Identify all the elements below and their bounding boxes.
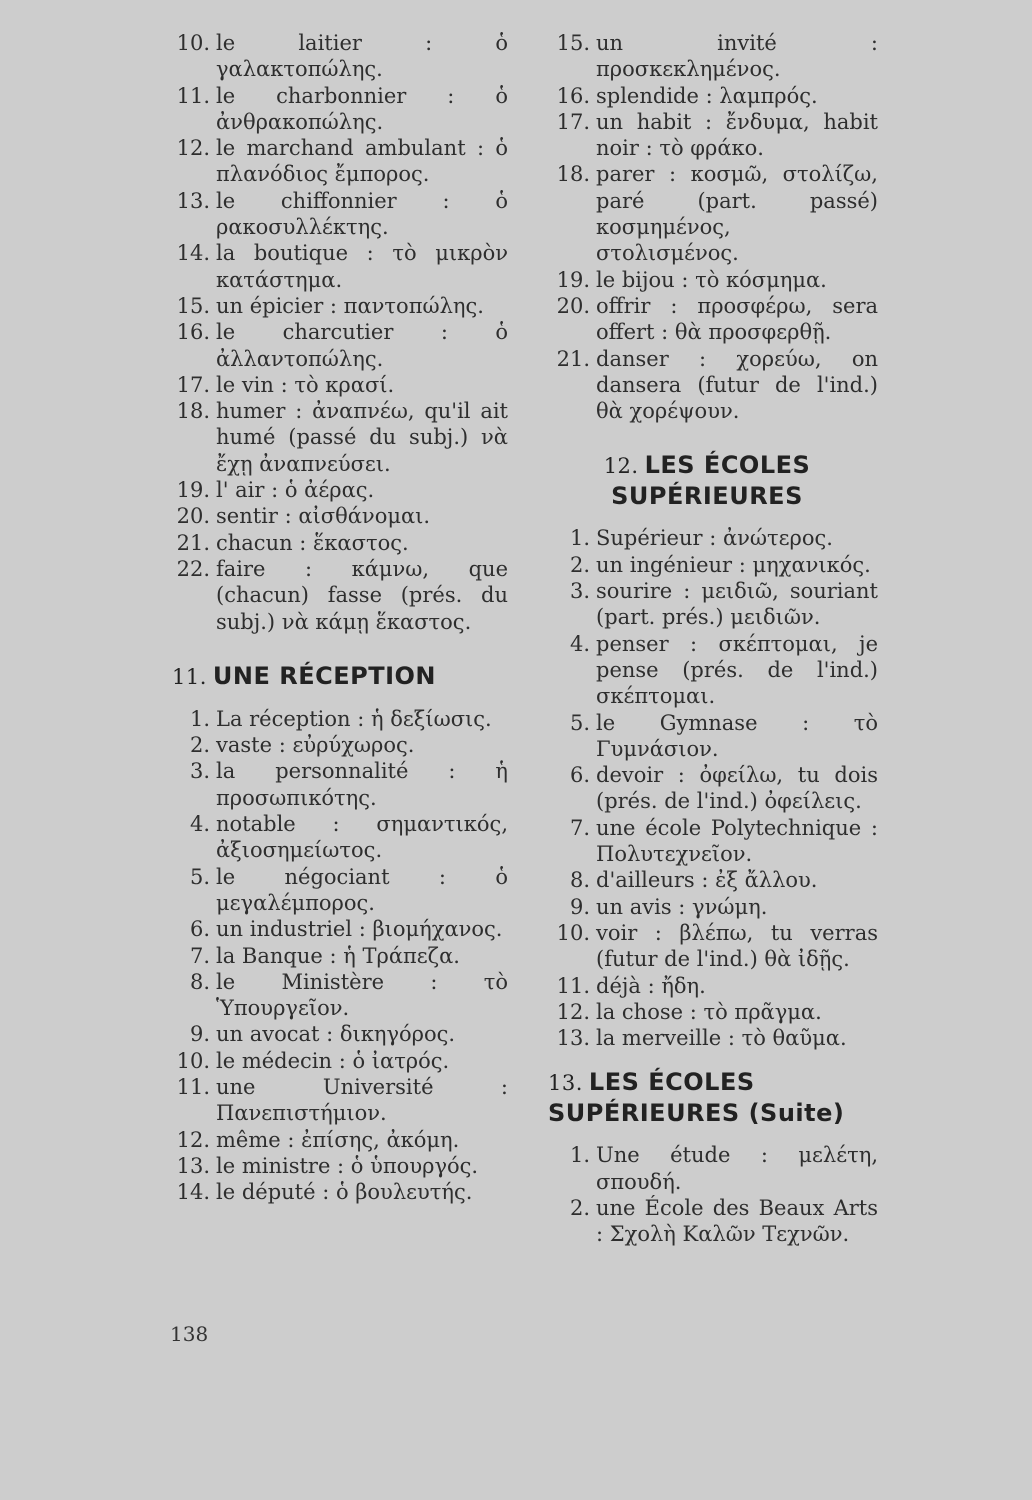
entry-text: une école Polytechnique : Πολυτεχνεῖον. [596,815,878,867]
vocab-entry: 13. la merveille : τὸ θαῦμα. [556,1026,847,1051]
vocab-entry: 12. la chose : τὸ πρᾶγμα. [556,999,822,1024]
vocab-entry: 9. un avocat : δικηγόρος. [189,1022,456,1047]
vocab-entry: 3. la personnalité : ἡ προσωπικότης. [189,759,508,810]
entry-text: même : ἐπίσης, ἀκόμη. [216,1127,460,1152]
vocab-entry: 1. Supérieur : ἀνώτερος. [569,526,833,551]
vocab-entry: 7. la Banque : ἡ Τράπεζα. [189,943,460,968]
entry-text: le bijou : τὸ κόσμημα. [596,267,827,292]
vocab-entry: 15. un invité : προσκεκλημένος. [556,31,878,82]
entry-text: chacun : ἕκαστος. [216,530,409,555]
vocab-entry: 12. même : ἐπίσης, ἀκόμη. [176,1127,460,1152]
vocab-entry: 16. splendide : λαμπρός. [556,83,818,108]
entry-text: la boutique : τὸ μικρὸν κατάστημα. [216,241,508,292]
entry-text: la merveille : τὸ θαῦμα. [596,1026,847,1051]
entry-text: le ministre : ὁ ὑπουργός. [216,1153,479,1178]
entry-text: notable : σημαντικός, ἀξιοσημείωτος. [216,812,508,863]
vocab-entry: 10. le laitier : ὁ γαλακτοπώλης. [176,31,508,82]
entry-text: d'ailleurs : ἐξ ἄλλου. [596,868,818,893]
entry-text: le charbonnier : ὁ ἀνθρακοπώλης. [216,83,508,134]
vocab-entry: 7. une école Polytechnique : Πολυτεχνεῖον. [569,815,878,867]
left-column [168,30,508,1205]
entry-text: voir : βλέπω, tu verras (futur de l'ind.) θὰ ἰδῇς. [596,920,878,972]
vocab-entry: 13. le ministre : ὁ ὑπουργός. [176,1153,479,1178]
entry-text: le médecin : ὁ ἰατρός. [216,1048,450,1073]
entry-text: Supérieur : ἀνώτερος. [596,526,833,551]
vocab-entry: 6. un industriel : βιομήχανος. [189,917,503,942]
vocab-entry: 21. chacun : ἕκαστος. [176,530,409,555]
entry-text: le charcutier : ὁ ἀλλαντοπώλης. [216,320,508,371]
vocab-entry: 4. notable : σημαντικός, ἀξιοσημείωτος. [189,812,508,863]
entry-text: le député : ὁ βουλευτής. [216,1180,473,1205]
vocab-entry: 15. un épicier : παντοπώλης. [176,293,484,318]
vocab-entry: 1. La réception : ἡ δεξίωσις. [189,706,492,731]
entry-text: splendide : λαμπρός. [596,83,818,108]
entry-text: vaste : εὐρύχωρος. [216,733,415,758]
entry-text: un ingénieur : μηχανικός. [596,552,871,577]
vocab-entry: 19. le bijou : τὸ κόσμημα. [556,267,827,292]
vocab-entry: 3. sourire : μειδιῶ, souriant (part. prés.) μειδιῶν. [569,579,878,630]
vocab-entry: 6. devoir : ὀφείλω, tu dois (prés. de l'ind.) ὀφείλεις. [569,763,878,814]
page-number: 138 [170,1322,209,1346]
vocab-entry: 11. une Université : Πανεπιστήμιον. [176,1074,508,1126]
vocab-entry: 12. le marchand ambulant : ὁ πλανόδιος ἔμπορος. [176,136,508,187]
vocab-entry: 8. le Ministère : τὸ Ὑπουργεῖον. [189,969,508,1021]
entry-text: un invité : προσκεκλημένος. [596,31,878,82]
vocab-entry: 11. le charbonnier : ὁ ἀνθρακοπώλης. [176,83,508,134]
vocab-entry: 18. parer : κοσμῶ, στολίζω, paré (part. passé) κοσμημένος, στολισμένος. [556,162,878,266]
vocab-entry: 4. penser : σκέπτομαι, je pense (prés. de l'ind.) σκέπτομαι. [569,631,878,709]
vocab-entry: 1. Une étude : μελέτη, σπουδή. [569,1143,878,1194]
entry-text: penser : σκέπτομαι, je pense (prés. de l'ind.) σκέπτομαι. [596,631,878,709]
entry-text: Une étude : μελέτη, σπουδή. [596,1143,878,1194]
vocab-entry: 8. d'ailleurs : ἐξ ἄλλου. [569,868,818,893]
entry-text: la personnalité : ἡ προσωπικότης. [216,759,508,810]
vocab-entry: 9. un avis : γνώμη. [569,894,768,919]
entry-text: la chose : τὸ πρᾶγμα. [596,999,822,1024]
entry-text: faire : κάμνω, que (chacun) fasse (prés. du subj.) νὰ κάμῃ ἕκαστος. [216,556,508,634]
vocab-entry: 11. déjà : ἤδη. [556,973,706,998]
entry-text: La réception : ἡ δεξίωσις. [216,706,492,731]
entry-text: un avis : γνώμη. [596,894,768,919]
vocab-entry: 2. un ingénieur : μηχανικός. [569,552,871,577]
vocab-entry: 16. le charcutier : ὁ ἀλλαντοπώλης. [176,320,508,371]
section-heading-reception: 11. UNE RÉCEPTION [172,661,436,690]
entry-text: humer : ἀναπνέω, qu'il ait humé (passé du subj.) νὰ ἔχῃ ἀναπνεύσει. [216,399,508,476]
entry-text: sentir : αἰσθάνομαι. [216,504,431,529]
entry-text: sourire : μειδιῶ, souriant (part. prés.) μειδιῶν. [596,579,878,630]
entry-text: le laitier : ὁ γαλακτοπώλης. [216,31,508,82]
vocab-entry: 2. vaste : εὐρύχωρος. [189,733,415,758]
entry-text: le Ministère : τὸ Ὑπουργεῖον. [216,969,508,1021]
section-heading-ecoles: 12. LES ÉCOLES SUPÉRIEURES [603,451,811,511]
vocab-entry: 10. voir : βλέπω, tu verras (futur de l'ind.) θὰ ἰδῇς. [556,920,878,972]
section-heading-ecoles-suite: 13. LES ÉCOLES SUPÉRIEURES (Suite) [548,1068,845,1128]
vocab-entry: 5. le Gymnase : τὸ Γυμνάσιον. [569,710,878,761]
vocab-entry: 14. la boutique : τὸ μικρὸν κατάστημα. [176,241,508,292]
vocab-entry: 13. le chiffonnier : ὁ ρακοσυλλέκτης. [176,188,508,240]
entry-text: une Université : Πανεπιστήμιον. [216,1074,508,1126]
entry-text: l' air : ὁ ἀέρας. [216,478,375,503]
entry-text: un épicier : παντοπώλης. [216,293,484,318]
vocab-entry: 21. danser : χορεύω, on dansera (futur de l'ind.) θὰ χορέψουν. [556,346,878,424]
entry-text: le chiffonnier : ὁ ρακοσυλλέκτης. [216,188,508,240]
vocab-entry: 18. humer : ἀναπνέω, qu'il ait humé (passé du subj.) νὰ ἔχῃ ἀναπνεύσει. [176,399,508,476]
entry-text: le Gymnase : τὸ Γυμνάσιον. [596,710,878,761]
entry-text: un avocat : δικηγόρος. [216,1022,456,1047]
entry-text: le vin : τὸ κρασί. [216,372,395,397]
vocab-entry: 20. offrir : προσφέρω, sera offert : θὰ προσφερθῇ. [556,293,878,345]
vocab-entry: 5. le négociant : ὁ μεγαλέμπορος. [189,864,508,915]
entry-text: un industriel : βιομήχανος. [216,917,503,942]
vocab-entry: 2. une École des Beaux Arts : Σχολὴ Καλῶν Τεχνῶν. [569,1195,878,1247]
right-column [548,30,878,1248]
entry-text: devoir : ὀφείλω, tu dois (prés. de l'ind.) ὀφείλεις. [596,763,878,814]
entry-text: le négociant : ὁ μεγαλέμπορος. [216,864,508,915]
entry-text: la Banque : ἡ Τράπεζα. [216,943,460,968]
entry-text: offrir : προσφέρω, sera offert : θὰ προσφερθῇ. [596,293,878,345]
vocab-entry: 19. l' air : ὁ ἀέρας. [176,478,375,503]
vocab-entry: 10. le médecin : ὁ ἰατρός. [176,1048,450,1073]
vocab-entry: 17. un habit : ἔνδυμα, habit noir : τὸ φράκο. [556,109,878,161]
entry-text: le marchand ambulant : ὁ πλανόδιος ἔμπορος. [216,136,508,187]
entry-text: parer : κοσμῶ, στολίζω, paré (part. passé) κοσμημένος, στολισμένος. [596,162,878,266]
vocab-entry: 17. le vin : τὸ κρασί. [176,372,395,397]
entry-text: un habit : ἔνδυμα, habit noir : τὸ φράκο. [596,109,878,161]
vocab-entry: 20. sentir : αἰσθάνομαι. [176,504,431,529]
entry-text: déjà : ἤδη. [596,973,706,998]
vocab-entry: 14. le député : ὁ βουλευτής. [176,1180,473,1205]
vocab-entry: 22. faire : κάμνω, que (chacun) fasse (prés. du subj.) νὰ κάμῃ ἕκαστος. [176,556,508,634]
entry-text: une École des Beaux Arts : Σχολὴ Καλῶν Τεχνῶν. [596,1195,878,1247]
entry-text: danser : χορεύω, on dansera (futur de l'ind.) θὰ χορέψουν. [596,346,878,424]
